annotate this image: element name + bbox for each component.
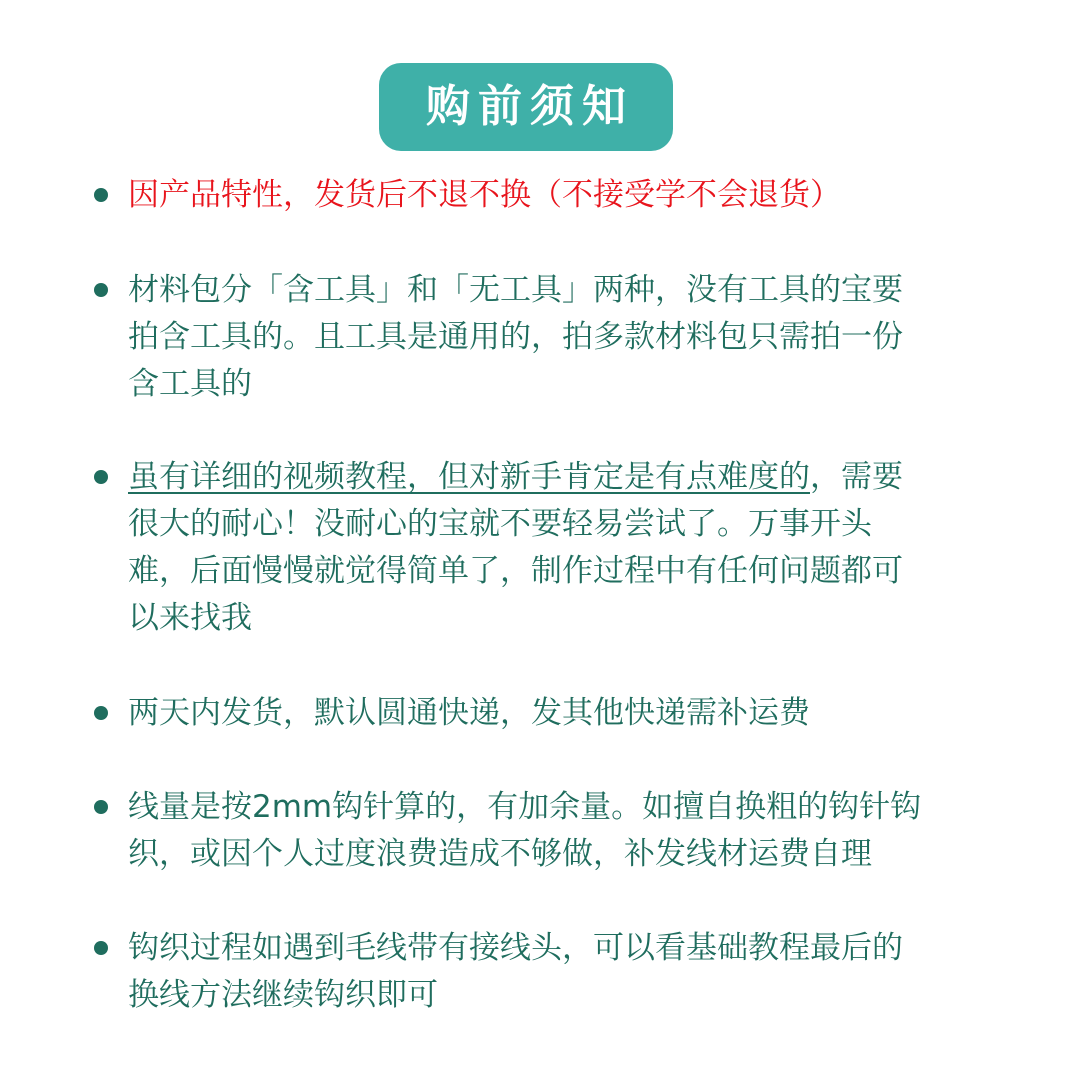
notice-item-2: 材料包分「含工具」和「无工具」两种，没有工具的宝要 拍含工具的。且工具是通用的，拍多款材料包只需拍一份 含工具的 [128, 272, 903, 402]
title-banner [379, 63, 673, 151]
notice-item-3-rest: ，需要 很大的耐心！没耐心的宝就不要轻易尝试了。万事开头 难，后面慢慢就觉得简单了，制作过程中有任何问题都可 以来找我 [128, 459, 903, 636]
bullet-dot [94, 283, 108, 297]
notice-item-3 [128, 454, 1008, 642]
bullet-dot [94, 188, 108, 202]
notice-item-4: 两天内发货，默认圆通快递，发其他快递需补运费 [128, 695, 810, 731]
bullet-dot [94, 800, 108, 814]
notice-item-5: 线量是按2mm钩针算的，有加余量。如擅自换粗的钩针钩 织，或因个人过度浪费造成不够做，补发线材运费自理 [128, 789, 922, 872]
notice-item-3-emphasis: 虽有详细的视频教程，但对新手肯定是有点难度的 [128, 459, 810, 495]
page-title: 购前须知 [426, 81, 634, 132]
bullet-dot [94, 941, 108, 955]
notice-item-6: 钩织过程如遇到毛线带有接线头，可以看基础教程最后的 换线方法继续钩织即可 [128, 930, 903, 1013]
bullet-dot [94, 706, 108, 720]
notice-item-1: 因产品特性，发货后不退不换（不接受学不会退货） [128, 177, 841, 213]
bullet-dot [94, 470, 108, 484]
